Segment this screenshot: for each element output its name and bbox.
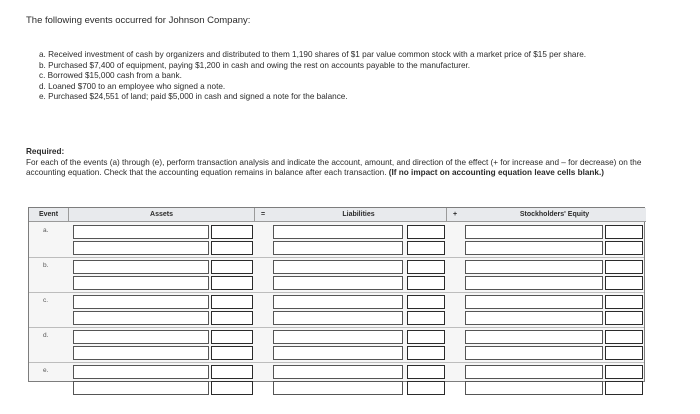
assets-amount-cell[interactable] <box>211 225 253 239</box>
assets-account-cell[interactable] <box>73 381 209 395</box>
equity-account-cell[interactable] <box>465 365 603 379</box>
event-row-label: d. <box>43 332 49 339</box>
liabilities-account-cell[interactable] <box>273 381 403 395</box>
required-note: (If no impact on accounting equation leave cells blank.) <box>388 168 604 178</box>
events-list <box>39 50 649 103</box>
assets-amount-cell[interactable] <box>211 260 253 274</box>
equals-sign: = <box>255 208 271 222</box>
event-item-a: a. Received investment of cash by organizers and distributed to them 1,190 shares of $1 par value common stock with a market price of $15 per share. <box>39 50 587 59</box>
event-row-label: a. <box>43 227 49 234</box>
liabilities-amount-cell[interactable] <box>407 330 445 344</box>
liabilities-account-cell[interactable] <box>273 225 403 239</box>
row-divider <box>29 362 644 363</box>
assets-account-cell[interactable] <box>73 276 209 290</box>
row-divider <box>29 292 644 293</box>
accounting-equation-table <box>28 207 645 382</box>
equity-amount-cell[interactable] <box>605 346 643 360</box>
liabilities-amount-cell[interactable] <box>407 346 445 360</box>
equity-account-cell[interactable] <box>465 260 603 274</box>
equity-account-cell[interactable] <box>465 381 603 395</box>
intro-text: The following events occurred for Johnson Company: <box>26 15 251 26</box>
liabilities-amount-cell[interactable] <box>407 295 445 309</box>
equity-amount-cell[interactable] <box>605 225 643 239</box>
assets-amount-cell[interactable] <box>211 346 253 360</box>
event-column-header: Event <box>29 208 69 222</box>
event-row-label: b. <box>43 262 49 269</box>
equity-account-cell[interactable] <box>465 241 603 255</box>
event-item-e: e. Purchased $24,551 of land; paid $5,000 in cash and signed a note for the balance. <box>39 92 348 102</box>
liabilities-account-cell[interactable] <box>273 330 403 344</box>
required-section <box>26 147 656 179</box>
liabilities-amount-cell[interactable] <box>407 365 445 379</box>
assets-account-cell[interactable] <box>73 295 209 309</box>
equity-amount-cell[interactable] <box>605 295 643 309</box>
assets-amount-cell[interactable] <box>211 295 253 309</box>
equity-account-cell[interactable] <box>465 346 603 360</box>
equity-amount-cell[interactable] <box>605 241 643 255</box>
liabilities-amount-cell[interactable] <box>407 276 445 290</box>
assets-account-cell[interactable] <box>73 365 209 379</box>
row-divider <box>29 257 644 258</box>
equity-account-cell[interactable] <box>465 311 603 325</box>
liabilities-account-cell[interactable] <box>273 346 403 360</box>
liabilities-amount-cell[interactable] <box>407 260 445 274</box>
assets-amount-cell[interactable] <box>211 365 253 379</box>
liabilities-account-cell[interactable] <box>273 295 403 309</box>
equity-amount-cell[interactable] <box>605 330 643 344</box>
equity-account-cell[interactable] <box>465 276 603 290</box>
assets-amount-cell[interactable] <box>211 241 253 255</box>
liabilities-column-header: Liabilities <box>271 208 447 222</box>
required-title: Required: <box>26 147 65 156</box>
liabilities-amount-cell[interactable] <box>407 225 445 239</box>
assets-column-header: Assets <box>69 208 255 222</box>
assets-amount-cell[interactable] <box>211 311 253 325</box>
required-text: For each of the events (a) through (e), perform transaction analysis and indicate the account, amount, and direction of the effect (+ for increase and – for decrease) on the accounting equation. Check that the accounting equation remains in balance after each transaction. <box>26 157 642 178</box>
assets-account-cell[interactable] <box>73 346 209 360</box>
assets-account-cell[interactable] <box>73 241 209 255</box>
plus-sign: + <box>447 208 463 222</box>
equity-amount-cell[interactable] <box>605 311 643 325</box>
assets-account-cell[interactable] <box>73 225 209 239</box>
assets-amount-cell[interactable] <box>211 381 253 395</box>
equity-column-header: Stockholders' Equity <box>463 208 646 222</box>
assets-amount-cell[interactable] <box>211 276 253 290</box>
equity-account-cell[interactable] <box>465 295 603 309</box>
equity-amount-cell[interactable] <box>605 381 643 395</box>
event-row-label: e. <box>43 367 49 374</box>
event-row-label: c. <box>43 297 49 304</box>
event-item-d: d. Loaned $700 to an employee who signed a note. <box>39 81 226 91</box>
assets-account-cell[interactable] <box>73 330 209 344</box>
equity-amount-cell[interactable] <box>605 365 643 379</box>
liabilities-account-cell[interactable] <box>273 276 403 290</box>
liabilities-account-cell[interactable] <box>273 311 403 325</box>
liabilities-amount-cell[interactable] <box>407 381 445 395</box>
equity-account-cell[interactable] <box>465 225 603 239</box>
assets-account-cell[interactable] <box>73 311 209 325</box>
liabilities-amount-cell[interactable] <box>407 241 445 255</box>
liabilities-account-cell[interactable] <box>273 365 403 379</box>
assets-amount-cell[interactable] <box>211 330 253 344</box>
equity-amount-cell[interactable] <box>605 276 643 290</box>
equity-account-cell[interactable] <box>465 330 603 344</box>
event-item-c: c. Borrowed $15,000 cash from a bank. <box>39 71 182 81</box>
liabilities-account-cell[interactable] <box>273 260 403 274</box>
liabilities-amount-cell[interactable] <box>407 311 445 325</box>
liabilities-account-cell[interactable] <box>273 241 403 255</box>
equity-amount-cell[interactable] <box>605 260 643 274</box>
row-divider <box>29 327 644 328</box>
assets-account-cell[interactable] <box>73 260 209 274</box>
event-item-b: b. Purchased $7,400 of equipment, paying $1,200 in cash and owing the rest on accounts payable to the manufacturer. <box>39 60 471 70</box>
